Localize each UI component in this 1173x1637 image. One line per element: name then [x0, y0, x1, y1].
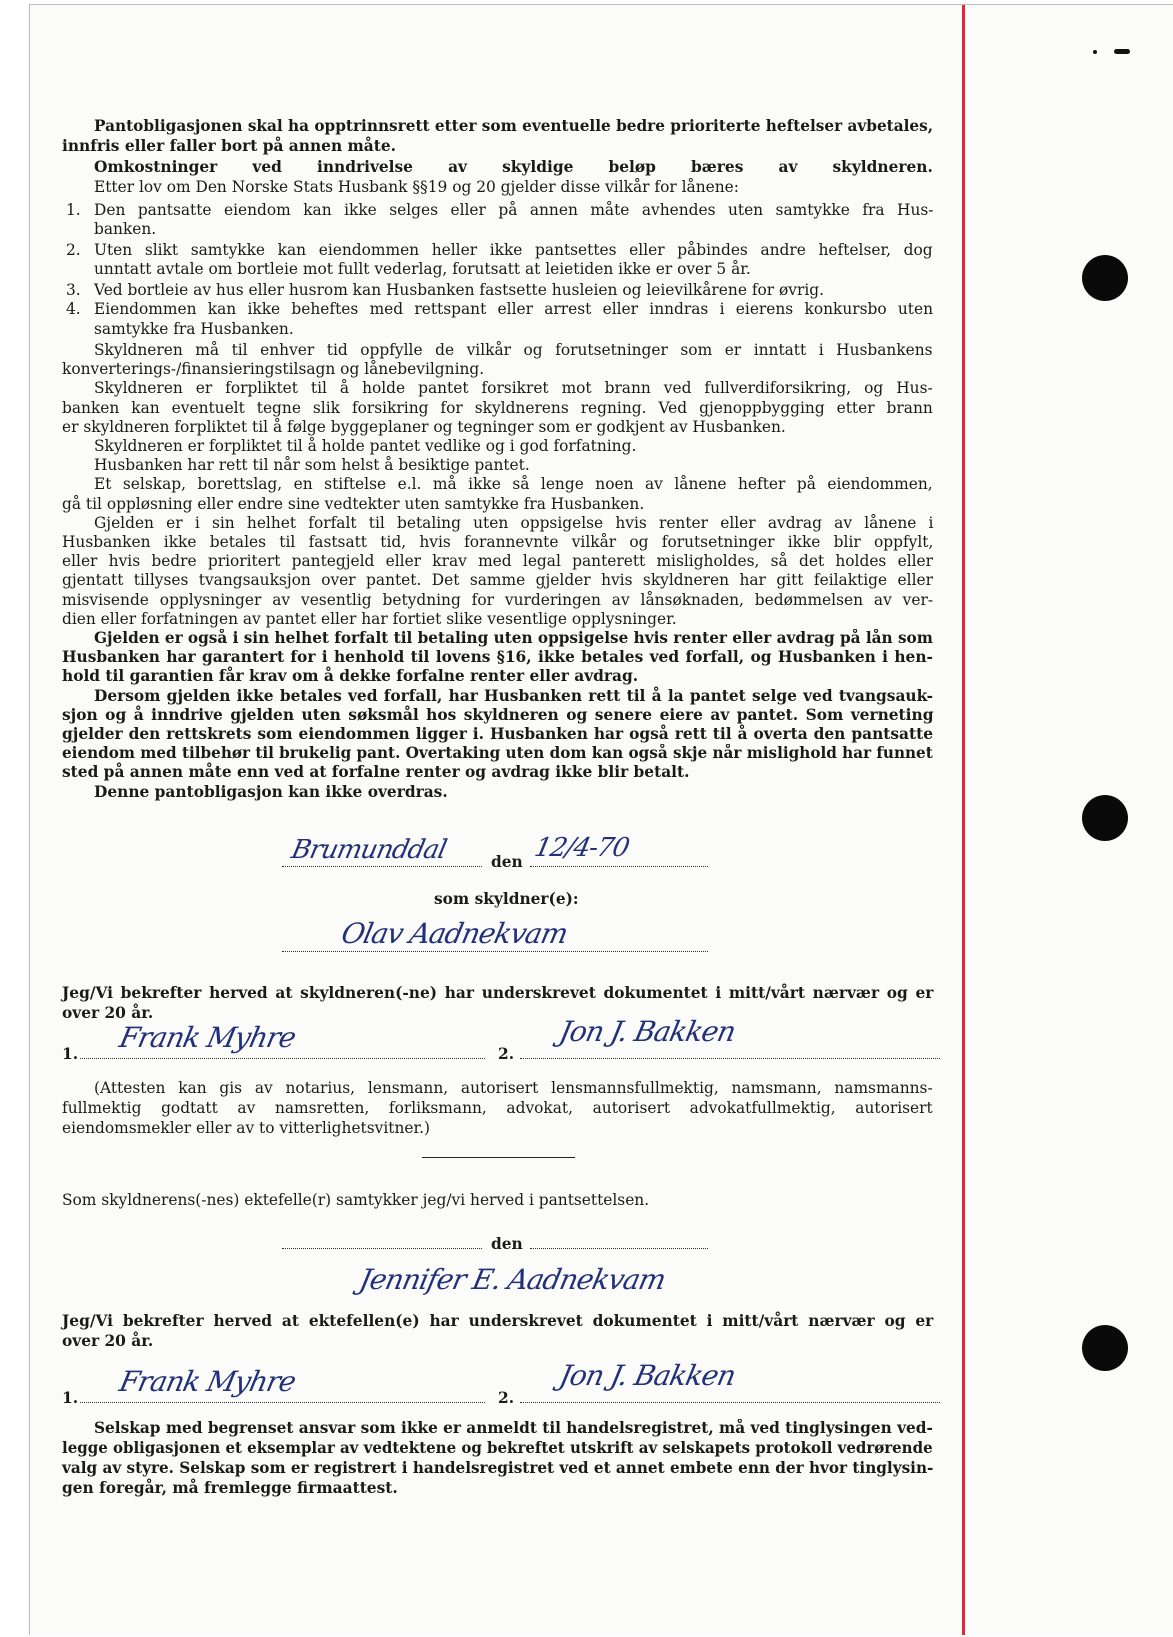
punch-hole: [1082, 795, 1128, 841]
text-line: Eiendommen kan ikke beheftes med rettspant eller arrest eller inndras i eierens konkursbo uten: [94, 300, 933, 318]
witness-signature: Frank Myhre: [116, 1021, 299, 1054]
text-line: Jeg/Vi bekrefter herved at skyldneren(-ne) har underskrevet dokumentet i mitt/vårt nærvær og er: [62, 984, 934, 1002]
date-line: [530, 1248, 708, 1249]
witness-line: [520, 1402, 940, 1403]
text-line: Et selskap, borettslag, en stiftelse e.l. må ikke så lenge noen av lånene hefter på eiendommen,: [94, 475, 933, 493]
text-line: Skyldneren er forpliktet til å holde pantet forsikret mot brann ved fullverdiforsikring, og Hus-: [94, 379, 933, 397]
place-line: [282, 866, 482, 867]
text-line: gå til oppløsning eller endre sine vedtekter uten samtykke fra Husbanken.: [62, 495, 645, 513]
spouse-consent: Som skyldnerens(-nes) ektefelle(r) samtykker jeg/vi herved i pantsettelsen.: [62, 1191, 650, 1209]
text-line: over 20 år.: [62, 1332, 154, 1350]
witness-number: 2.: [498, 1389, 515, 1407]
place-signature: Brumunddal: [288, 835, 449, 865]
document-page: [29, 4, 1173, 1635]
witness-number: 1.: [62, 1045, 79, 1063]
text-line: eiendomsmekler eller av to vitterlighetsvitner.): [62, 1119, 431, 1137]
den-label: den: [491, 853, 523, 871]
punch-hole: [1082, 1325, 1128, 1371]
text-line: Ved bortleie av hus eller husrom kan Husbanken fastsette husleien og leievilkårene for øvrig.: [94, 281, 825, 299]
condition-number: 4.: [66, 300, 81, 318]
skyldner-signature: Olav Aadnekvam: [338, 917, 571, 950]
text-line: hold til garantien får krav om å dekke forfalne renter eller avdrag.: [62, 667, 639, 685]
separator-line: [422, 1157, 575, 1158]
skyldner-label: som skyldner(e):: [434, 890, 579, 908]
text-line: misvisende opplysninger av vesentlig betydning for vurderingen av lånsøknaden, bedømmelsen av ver-: [62, 591, 934, 609]
text-line: konverterings-/finansieringstilsagn og lånebevilgning.: [62, 360, 485, 378]
punch-hole: [1082, 255, 1128, 301]
text-line: eller hvis bedre prioritert pantegjeld eller krav med legal panterett misligholdes, så det holdes eller: [62, 552, 933, 570]
text-line: Omkostninger ved inndrivelse av skyldige beløp bæres av skyldneren.: [94, 158, 933, 176]
text-line: sted på annen måte enn ved at forfalne renter og avdrag ikke blir betalt.: [62, 763, 690, 781]
condition-number: 2.: [66, 241, 81, 259]
text-line: Gjelden er i sin helhet forfalt til betaling uten oppsigelse hvis renter eller avdrag av lånene i: [94, 514, 934, 532]
text-line: innfris eller faller bort på annen måte.: [62, 137, 397, 155]
text-line: Uten slikt samtykke kan eiendommen heller ikke pantsettes eller påbindes andre heftelser, dog: [94, 241, 933, 259]
text-line: over 20 år.: [62, 1004, 154, 1022]
text-line: Den pantsatte eiendom kan ikke selges eller på annen måte avhendes uten samtykke fra Hus-: [94, 201, 934, 219]
text-line: Skyldneren er forpliktet til å holde pantet vedlike og i god forfatning.: [94, 437, 637, 455]
text-line: banken.: [94, 220, 157, 238]
date-line: [530, 866, 708, 867]
witness-line: [80, 1402, 485, 1403]
witness-line: [80, 1058, 485, 1059]
red-margin-line: [962, 5, 965, 1635]
date-signature: 12/4-70: [531, 833, 632, 863]
text-line: valg av styre. Selskap som er registrert i handelsregistret ved et annet embete enn der hvor tinglysin-: [62, 1459, 934, 1477]
text-line: Selskap med begrenset ansvar som ikke er anmeldt til handelsregistret, må ved tinglysingen ved-: [94, 1419, 933, 1437]
text-line: Dersom gjelden ikke betales ved forfall, har Husbanken rett til å la pantet selge ved tvangsauk-: [94, 687, 934, 705]
text-line: banken kan eventuelt tegne slik forsikring for skyldnerens regning. Ved gjenoppbygging etter brann: [62, 399, 933, 417]
text-line: Skyldneren må til enhver tid oppfylle de vilkår og forutsetninger som er inntatt i Husbankens: [94, 341, 933, 359]
text-line: Pantobligasjonen skal ha opptrinnsrett etter som eventuelle bedre prioriterte heftelser avbetales,: [94, 117, 934, 135]
text-line: dien eller forfatningen av pantet eller har fortiet slike vesentlige opplysninger.: [62, 610, 677, 628]
text-line: eiendom med tilbehør til brukelig pant. Overtaking uten dom kan også skje når mislighold har funnet: [62, 744, 933, 762]
text-line: samtykke fra Husbanken.: [94, 320, 294, 338]
text-line: gen foregår, må fremlegge firmaattest.: [62, 1479, 398, 1497]
witness-line: [520, 1058, 940, 1059]
den-label: den: [491, 1235, 523, 1253]
text-line: Jeg/Vi bekrefter herved at ektefellen(e) har underskrevet dokumentet i mitt/vårt nærvær og er: [62, 1312, 934, 1330]
spouse-signature: Jennifer E. Aadnekvam: [356, 1263, 669, 1296]
text-line: (Attesten kan gis av notarius, lensmann, autorisert lensmannsfullmektig, namsmann, namsmanns-: [94, 1079, 933, 1097]
text-line: gjentatt tillyses tvangsauksjon over pantet. Det samme gjelder hvis skyldneren har gitt feilaktige eller: [62, 571, 933, 589]
text-line: Husbanken har garantert for i henhold til lovens §16, ikke betales ved forfall, og Husbanken i hen-: [62, 648, 933, 666]
speck: [1093, 50, 1097, 54]
text-line: gjelder den rettskrets som eiendommen ligger i. Husbanken har også rett til å overta den pantsatte: [62, 725, 934, 743]
text-line: legge obligasjonen et eksemplar av vedtektene og bekreftet utskrift av selskapets protokoll vedrørende: [62, 1439, 933, 1457]
text-line: Denne pantobligasjon kan ikke overdras.: [94, 783, 448, 801]
condition-number: 3.: [66, 281, 81, 299]
text-line: fullmektig godtatt av namsretten, forliksmann, advokat, autorisert advokatfullmektig, autorisert: [62, 1099, 933, 1117]
witness-signature: Frank Myhre: [116, 1365, 299, 1398]
text-line: Etter lov om Den Norske Stats Husbank §§19 og 20 gjelder disse vilkår for lånene:: [94, 178, 739, 196]
place-line: [282, 1248, 482, 1249]
text-line: Husbanken har rett til når som helst å besiktige pantet.: [94, 456, 530, 474]
text-line: Husbanken ikke betales til fastsatt tid, hvis forannevnte vilkår og forutsetninger ikke blir oppfylt,: [62, 533, 934, 551]
witness-signature: Jon J. Bakken: [556, 1015, 739, 1048]
witness-number: 1.: [62, 1389, 79, 1407]
text-line: sjon og å inndrive gjelden uten søksmål hos skyldneren og senere eiere av pantet. Som verneting: [62, 706, 934, 724]
witness-signature: Jon J. Bakken: [556, 1359, 739, 1392]
text-line: Gjelden er også i sin helhet forfalt til betaling uten oppsigelse hvis renter eller avdrag på lån som: [94, 629, 933, 647]
text-line: er skyldneren forpliktet til å følge byggeplaner og tegninger som er godkjent av Husbanken.: [62, 418, 786, 436]
condition-number: 1.: [66, 201, 81, 219]
text-line: unntatt avtale om bortleie mot fullt vederlag, forutsatt at leietiden ikke er over 5 år.: [94, 260, 751, 278]
witness-number: 2.: [498, 1045, 515, 1063]
skyldner-line: [282, 951, 708, 952]
speck: [1114, 49, 1130, 54]
